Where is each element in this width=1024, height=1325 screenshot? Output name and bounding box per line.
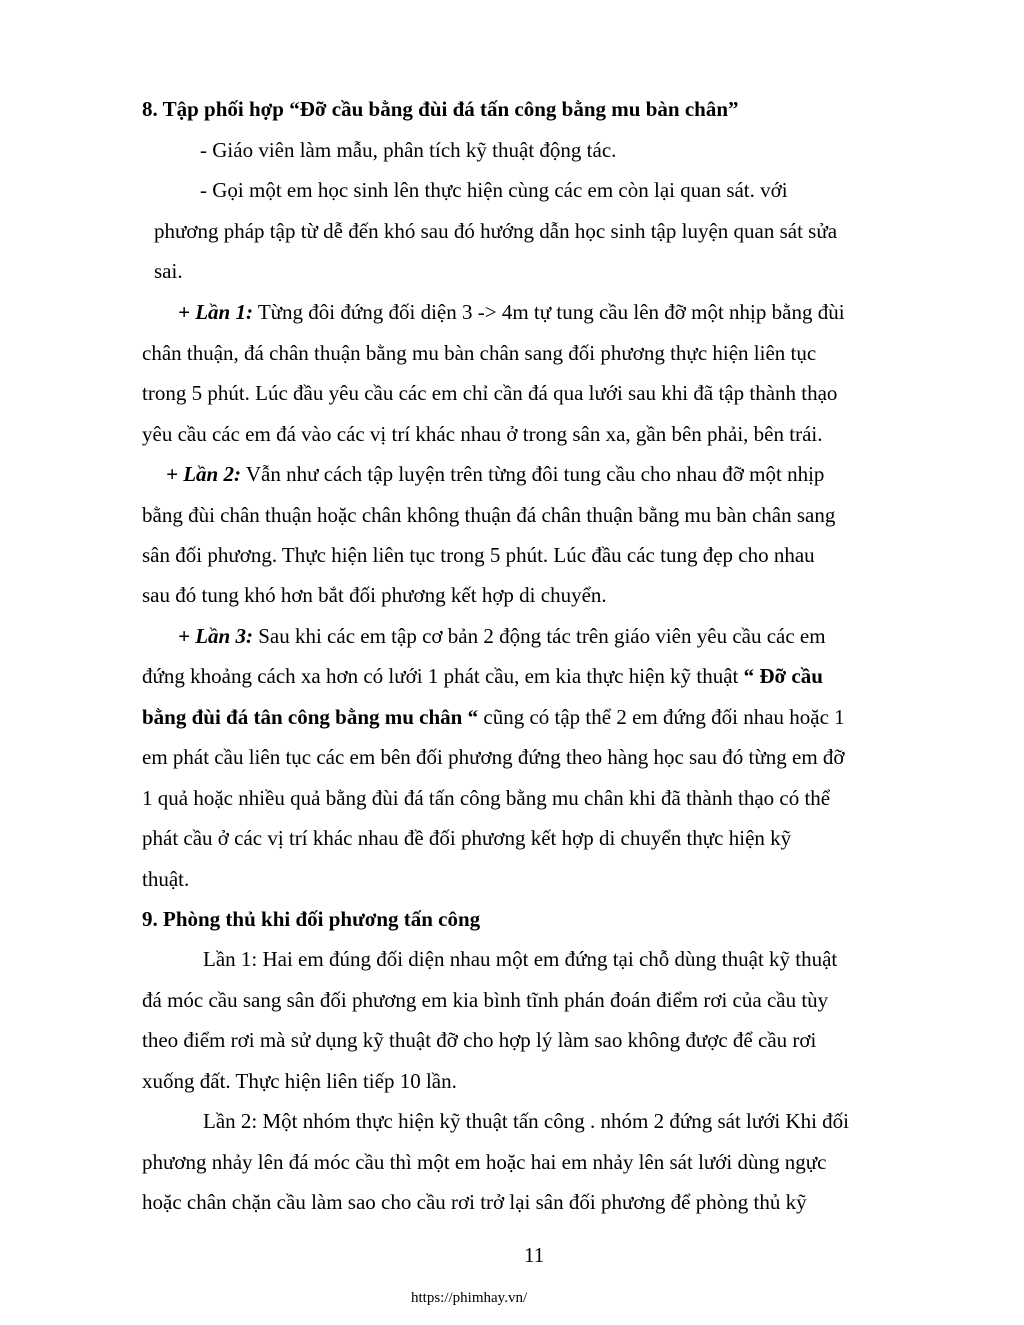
lan-2-line-1 bbox=[166, 461, 824, 487]
footer-url: https://phimhay.vn/ bbox=[411, 1290, 528, 1306]
lan-2-line-3: sân đối phương. Thực hiện liên tục trong 5 phút. Lúc đầu các tung đẹp cho nhau bbox=[142, 543, 815, 567]
bullet-student-practice-line-1: - Gọi một em học sinh lên thực hiện cùng các em còn lại quan sát. với bbox=[200, 178, 788, 202]
lan-3-line-7: thuật. bbox=[142, 867, 190, 891]
lan-1-line-4: yêu cầu các em đá vào các vị trí khác nhau ở trong sân xa, gần bên phải, bên trái. bbox=[142, 422, 823, 446]
defense-lan-1-line-2: đá móc cầu sang sân đối phương em kia bình tĩnh phán đoán điểm rơi của cầu tùy bbox=[142, 988, 829, 1012]
lan-1-text: Từng đôi đứng đối diện 3 -> 4m tự tung cầu lên đỡ một nhịp bằng đùi bbox=[252, 300, 845, 324]
lan-3-line-4: em phát cầu liên tục các em bên đối phương đứng theo hàng học sau đó từng em đỡ bbox=[142, 745, 845, 769]
defense-lan-2-line-2: phương nhảy lên đá móc cầu thì một em hoặc hai em nhảy lên sát lưới dùng ngực bbox=[142, 1150, 827, 1174]
defense-lan-1-line-3: theo điểm rơi mà sử dụng kỹ thuật đỡ cho hợp lý làm sao không được để cầu rơi bbox=[142, 1028, 817, 1052]
defense-lan-1-line-4: xuống đất. Thực hiện liên tiếp 10 lần. bbox=[142, 1069, 457, 1093]
lan-3-line-2 bbox=[142, 663, 823, 689]
defense-lan-1-line-1: Lần 1: Hai em đúng đối diện nhau một em đứng tại chỗ dùng thuật kỹ thuật bbox=[203, 947, 838, 971]
defense-lan-2-line-3: hoặc chân chặn cầu làm sao cho cầu rơi trở lại sân đối phương để phòng thủ kỹ bbox=[142, 1190, 807, 1214]
lan-3-line-2-text: đứng khoảng cách xa hơn có lưới 1 phát cầu, em kia thực hiện kỹ thuật bbox=[142, 664, 744, 688]
lan-3-text: Sau khi các em tập cơ bản 2 động tác trên giáo viên yêu cầu các em bbox=[252, 624, 826, 648]
defense-lan-2-line-1: Lần 2: Một nhóm thực hiện kỹ thuật tấn công . nhóm 2 đứng sát lưới Khi đối bbox=[203, 1109, 850, 1133]
lan-3-technique-name-end: bằng đùi đá tân công bằng mu chân “ bbox=[142, 705, 479, 729]
lan-3-technique-name-start: “ Đỡ cầu bbox=[743, 664, 823, 688]
page-number: 11 bbox=[524, 1243, 545, 1267]
lan-2-label: + Lần 2: bbox=[166, 462, 241, 486]
lan-1-line-1 bbox=[178, 299, 845, 325]
section-9-heading: 9. Phòng thủ khi đối phương tấn công bbox=[142, 907, 481, 931]
lan-3-line-5: 1 quả hoặc nhiều quả bằng đùi đá tấn công bằng mu chân khi đã thành thạo có thể bbox=[142, 786, 831, 810]
section-8-heading: 8. Tập phối hợp “Đỡ cầu bằng đùi đá tấn công bằng mu bàn chân” bbox=[142, 97, 739, 121]
bullet-student-practice-line-3: sai. bbox=[154, 259, 183, 283]
lan-3-label: + Lần 3: bbox=[178, 624, 253, 648]
bullet-student-practice-line-2: phương pháp tập từ dễ đến khó sau đó hướng dẫn học sinh tập luyện quan sát sửa bbox=[154, 219, 838, 243]
lan-3-line-3 bbox=[142, 704, 845, 730]
bullet-demonstration: - Giáo viên làm mẫu, phân tích kỹ thuật động tác. bbox=[200, 138, 617, 162]
lan-2-line-2: bằng đùi chân thuận hoặc chân không thuận đá chân thuận bằng mu bàn chân sang bbox=[142, 503, 836, 527]
lan-3-line-6: phát cầu ở các vị trí khác nhau đề đối phương kết hợp di chuyển thực hiện kỹ bbox=[142, 826, 792, 850]
lan-1-label: + Lần 1: bbox=[178, 300, 253, 324]
lan-1-line-2: chân thuận, đá chân thuận bằng mu bàn chân sang đối phương thực hiện liên tục bbox=[142, 341, 817, 365]
lan-2-line-4: sau đó tung khó hơn bắt đối phương kết hợp di chuyển. bbox=[142, 583, 607, 607]
lan-1-line-3: trong 5 phút. Lúc đầu yêu cầu các em chỉ cần đá qua lưới sau khi đã tập thành thạo bbox=[142, 381, 838, 405]
lan-3-line-1 bbox=[178, 623, 826, 649]
lan-3-line-3-text: cũng có tập thể 2 em đứng đối nhau hoặc 1 bbox=[478, 705, 845, 729]
lan-2-text: Vẫn như cách tập luyện trên từng đôi tung cầu cho nhau đỡ một nhịp bbox=[240, 462, 825, 486]
